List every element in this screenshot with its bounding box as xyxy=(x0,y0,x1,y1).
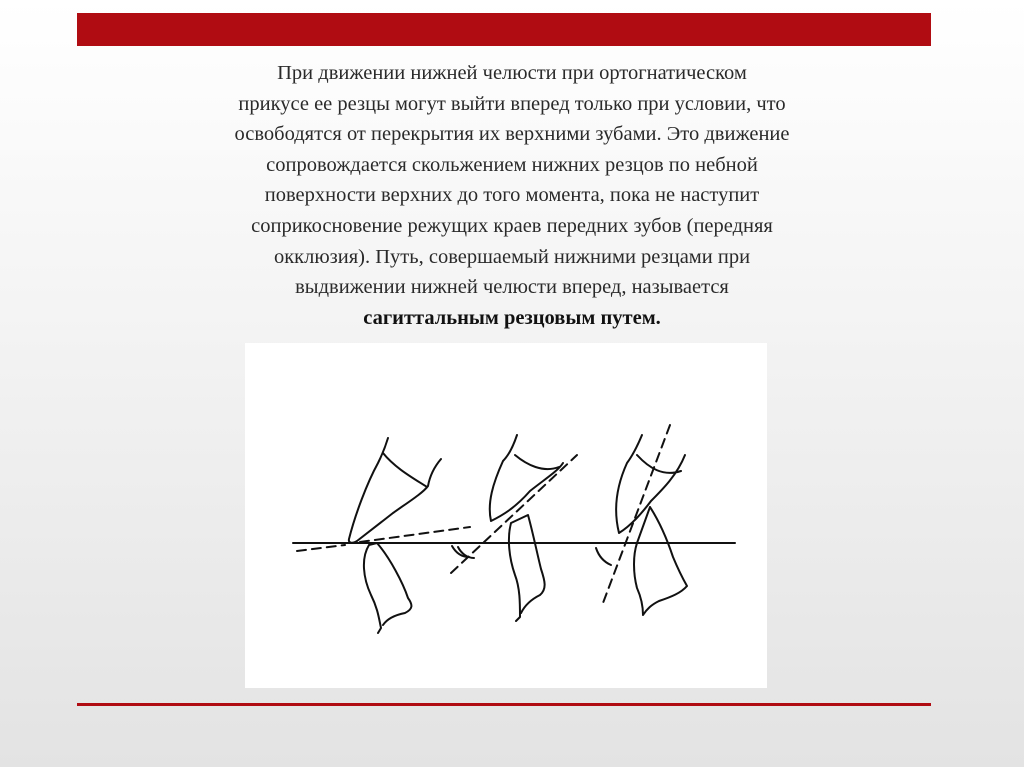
bottom-accent-line xyxy=(77,703,931,706)
body-paragraph xyxy=(140,58,884,333)
text-line: сопровождается скольжением нижних резцов по небной xyxy=(266,153,758,176)
dashed-path-1 xyxy=(297,527,470,551)
text-line: прикусе ее резцы могут выйти вперед только при условии, что xyxy=(238,92,786,115)
lower-incisor-3 xyxy=(634,507,687,615)
incisor-path-diagram xyxy=(245,343,767,688)
angle-arc-2 xyxy=(458,547,474,558)
upper-incisor-1 xyxy=(349,438,441,543)
upper-incisor-3 xyxy=(616,435,685,533)
dashed-path-3 xyxy=(603,425,670,603)
text-line: освободятся от перекрытия их верхними зубами. Это движение xyxy=(234,123,790,146)
emphasis-term: сагиттальным резцовым путем. xyxy=(363,306,661,329)
tooth-stage-1 xyxy=(297,438,470,633)
text-line: поверхности верхних до того момента, пока не наступит xyxy=(264,184,760,207)
text-line: окклюзия). Путь, совершаемый нижними резцами при xyxy=(273,245,751,268)
text-line: выдвижении нижней челюсти вперед, называется xyxy=(295,276,729,299)
lower-incisor-2 xyxy=(509,515,545,621)
dashed-path-2 xyxy=(451,455,577,573)
top-accent-bar xyxy=(77,13,931,46)
text-line: соприкосновение режущих краев передних зубов (передняя xyxy=(251,214,773,237)
text-line: При движении нижней челюсти при ортогнатическом xyxy=(277,62,747,84)
angle-arc-3 xyxy=(596,548,611,565)
lower-incisor-1 xyxy=(364,543,412,633)
tooth-stage-3 xyxy=(596,425,687,615)
